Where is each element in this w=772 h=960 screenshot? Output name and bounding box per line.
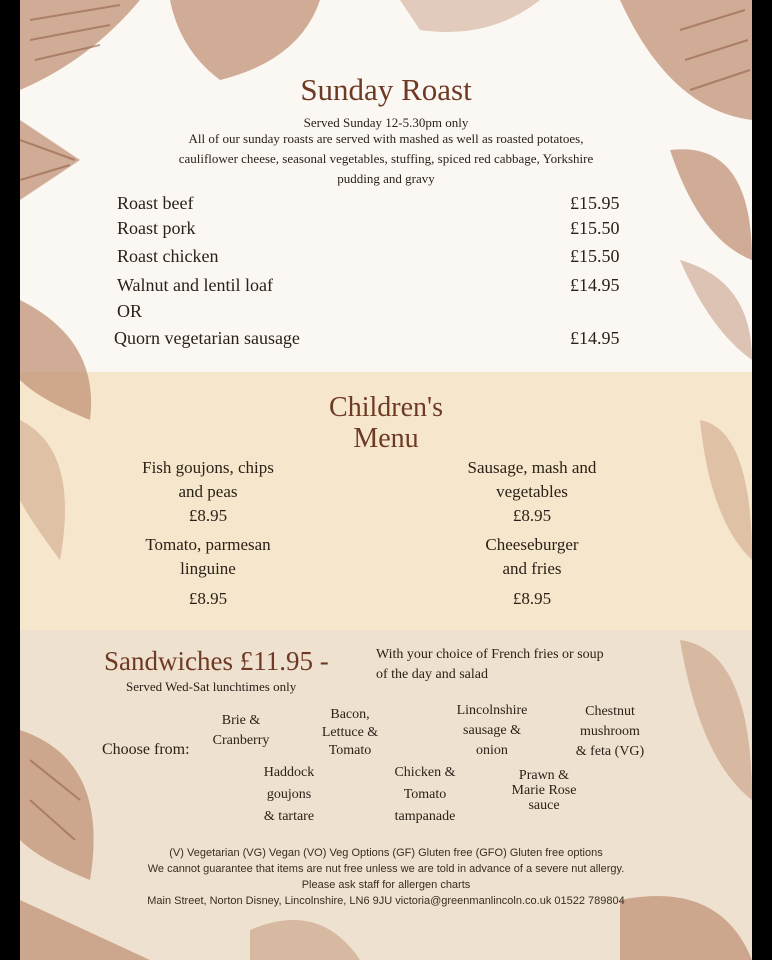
sandwich-option-line: Chestnut — [585, 704, 635, 719]
kids-item-price: £8.95 — [512, 506, 552, 525]
sandwich-option-line: Lettuce & — [321, 725, 379, 740]
sandwich-option — [244, 762, 334, 828]
sandwich-option — [440, 701, 544, 761]
kids-item-name: and peas — [178, 482, 238, 501]
sandwich-option — [308, 706, 392, 760]
sunday-desc-line: cauliflower cheese, seasonal vegetables, stuffing, spiced red cabbage, Yorkshire — [178, 151, 594, 166]
sunday-desc-line: All of our sunday roasts are served with mashed as well as roasted potatoes, — [188, 131, 584, 146]
sandwich-option — [560, 702, 660, 762]
sandwiches-title: Sandwiches £11.95 - — [104, 646, 329, 676]
sandwich-option-line: onion — [476, 743, 508, 758]
sandwich-option-line: & tartare — [263, 809, 315, 824]
kids-item — [432, 533, 632, 611]
kids-item-name: linguine — [180, 559, 236, 578]
sandwich-option-line: sausage & — [463, 723, 521, 738]
sandwich-option-line: & feta (VG) — [575, 744, 645, 759]
menu-item-price: £15.50 — [570, 246, 620, 266]
sandwich-option-line: Chicken & — [394, 765, 456, 780]
contact-details: Main Street, Norton Disney, Lincolnshire, LN6 9JU victoria@greenmanlincoln.co.uk 01522 789804 — [147, 895, 625, 907]
menu-item-price: £14.95 — [570, 275, 620, 295]
childrens-menu-title-line1: Children's — [329, 392, 443, 423]
sandwiches-served-text: Served Wed-Sat lunchtimes only — [126, 679, 297, 694]
sandwich-option-line: Marie Rose — [511, 783, 577, 798]
sandwiches-choice-line: of the day and salad — [376, 667, 488, 682]
sandwich-option-line: Tomato — [403, 787, 447, 802]
menu-item-name: Roast chicken — [117, 246, 219, 266]
sandwich-option-line: sauce — [528, 798, 560, 813]
nut-allergy-notice: We cannot guarantee that items are nut free unless we are told in advance of a severe nut allergy. — [147, 863, 625, 875]
childrens-menu-title-line2: Menu — [353, 423, 419, 454]
dietary-key: (V) Vegetarian (VG) Vegan (VO) Veg Options (GF) Gluten free (GFO) Gluten free options — [169, 847, 603, 859]
sandwich-option-line: Brie & — [221, 713, 261, 728]
menu-item-name: OR — [117, 301, 143, 321]
kids-item — [432, 456, 632, 528]
sunday-desc-line: pudding and gravy — [337, 171, 435, 186]
sandwich-option-line: Cranberry — [212, 733, 270, 748]
menu-item-price: £15.50 — [570, 218, 620, 238]
kids-item-name: Tomato, parmesan — [145, 535, 271, 554]
menu-item-name: Quorn vegetarian sausage — [114, 328, 300, 348]
sandwich-option-line: Haddock — [263, 765, 315, 780]
sandwich-option-line: Prawn & — [518, 768, 570, 783]
sunday-served-text: Served Sunday 12-5.30pm only — [303, 115, 469, 130]
kids-item-name: vegetables — [496, 482, 568, 501]
sunday-roast-title: Sunday Roast — [300, 72, 472, 107]
menu-item-price: £14.95 — [570, 328, 620, 348]
menu-item-price: £15.95 — [570, 193, 620, 213]
sandwich-option-line: goujons — [266, 787, 312, 802]
kids-item-name: and fries — [502, 559, 562, 578]
sandwich-option-line: Tomato — [328, 743, 372, 758]
kids-item-price: £8.95 — [512, 589, 552, 608]
kids-item-name: Cheeseburger — [485, 535, 579, 554]
sandwich-option-line: Bacon, — [330, 707, 370, 722]
sandwiches-choice-text — [376, 645, 604, 685]
kids-item — [108, 533, 308, 611]
menu-page — [20, 0, 752, 960]
choose-from-label: Choose from: — [102, 741, 190, 758]
sandwich-option — [496, 768, 592, 813]
sandwich-option-line: tampanade — [394, 809, 456, 824]
sandwich-option-line: mushroom — [580, 724, 640, 739]
menu-item-name: Roast beef — [117, 193, 194, 213]
kids-item-name: Fish goujons, chips — [142, 458, 274, 477]
kids-item-price: £8.95 — [188, 506, 228, 525]
kids-item — [108, 456, 308, 528]
allergen-notice: Please ask staff for allergen charts — [301, 879, 471, 891]
sandwich-option — [196, 711, 286, 751]
sandwich-option — [380, 762, 470, 828]
menu-item-name: Roast pork — [117, 218, 196, 238]
sandwich-option-line: Lincolnshire — [456, 703, 528, 718]
kids-item-name: Sausage, mash and — [467, 458, 597, 477]
kids-item-price: £8.95 — [188, 589, 228, 608]
menu-item-name: Walnut and lentil loaf — [117, 275, 274, 295]
sandwiches-choice-line: With your choice of French fries or soup — [376, 647, 604, 662]
